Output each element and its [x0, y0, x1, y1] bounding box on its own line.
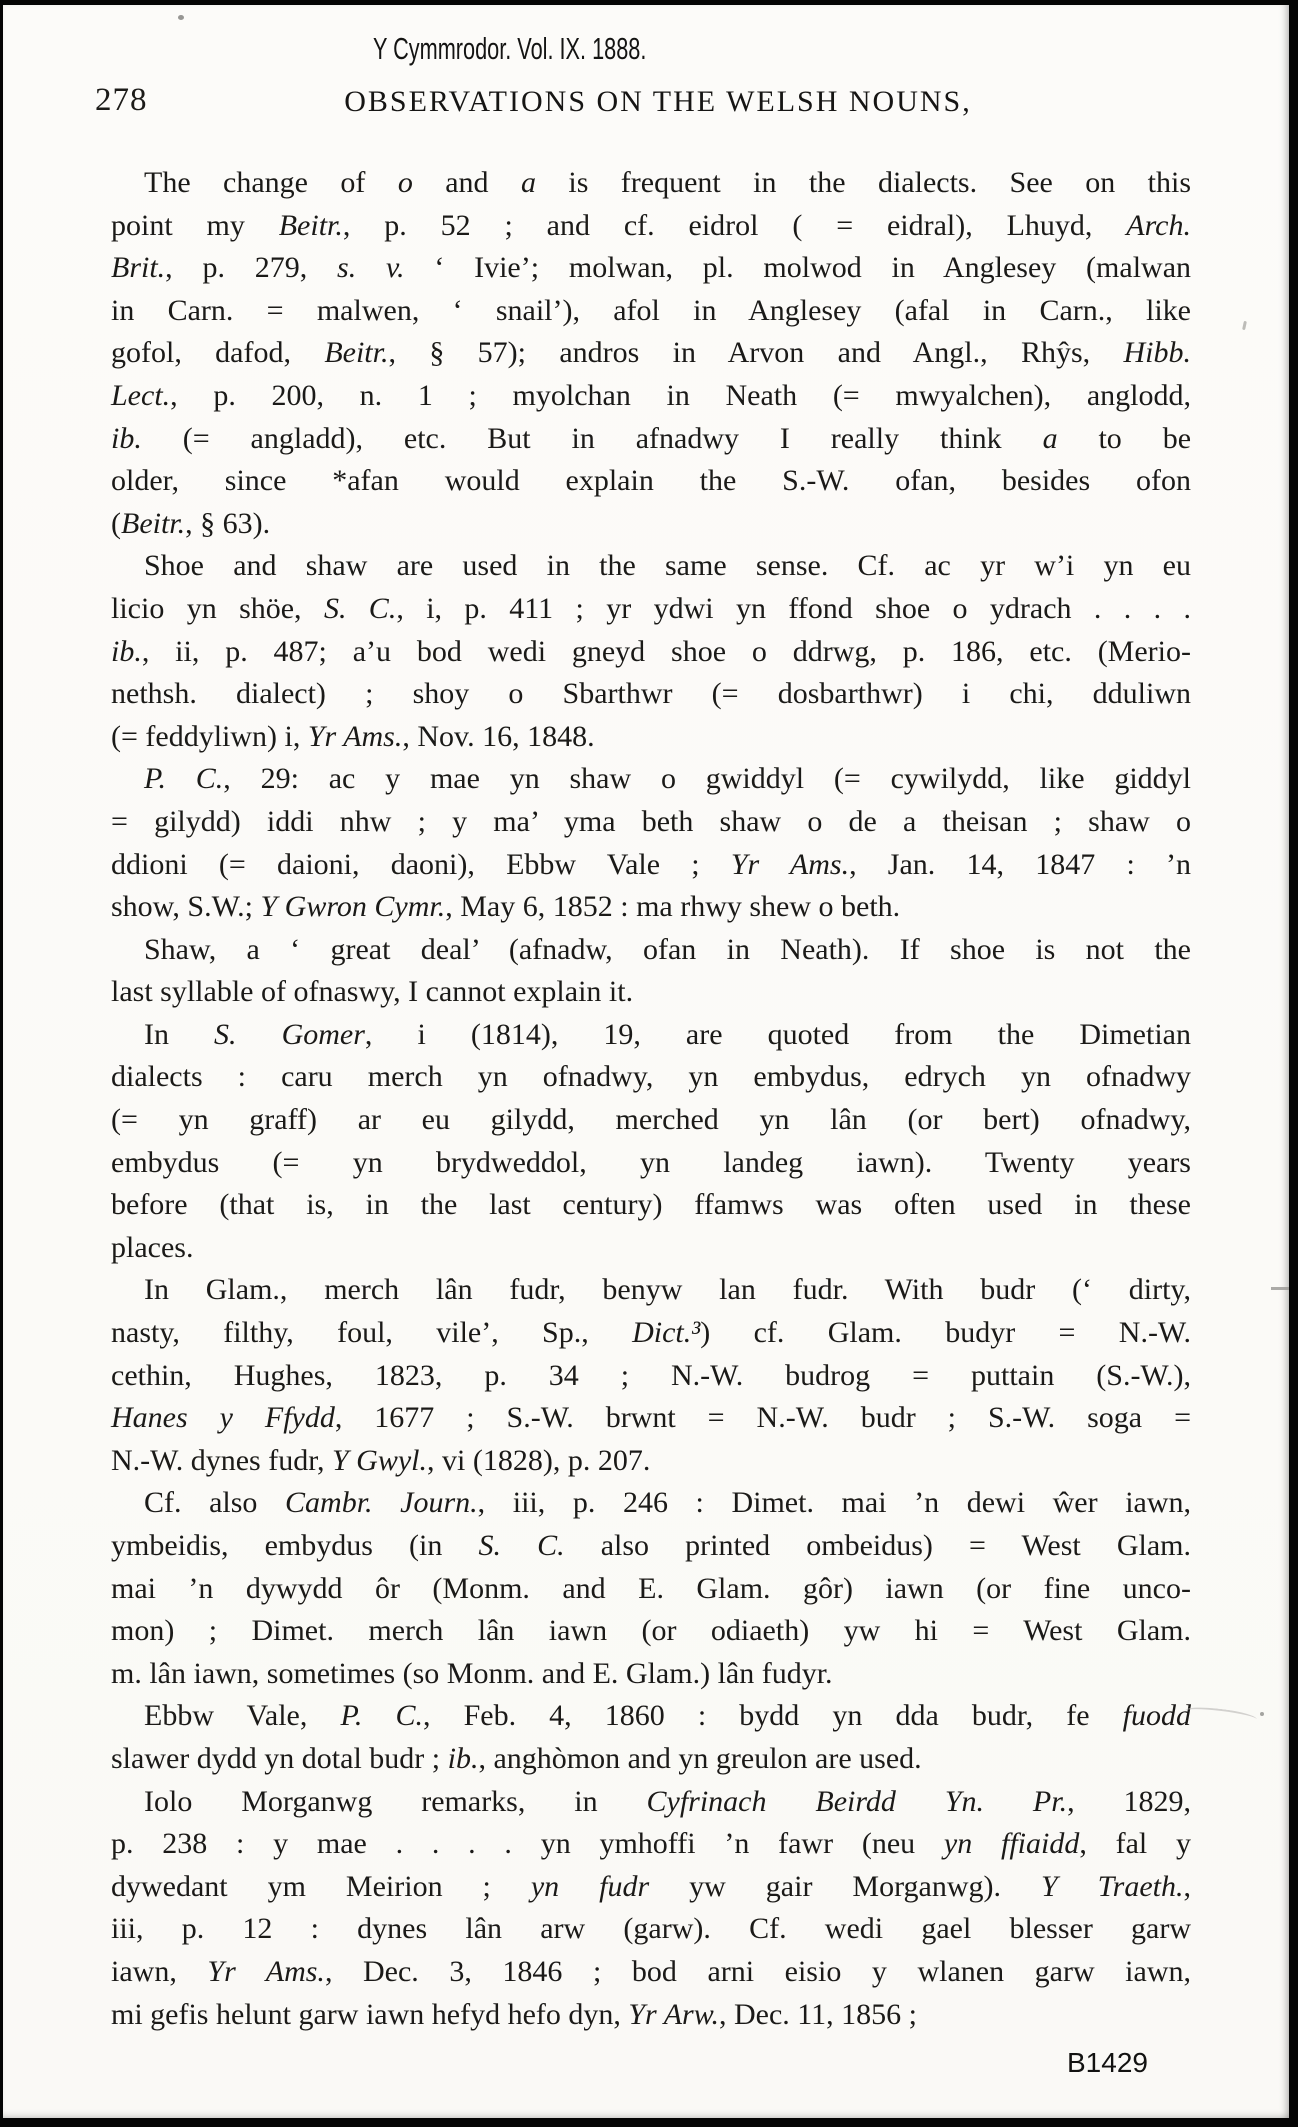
text-segment: S. C. — [323, 591, 397, 625]
text-segment: The change of — [144, 166, 398, 199]
text-segment: , § 63). — [185, 506, 271, 540]
text-segment: , i (1814), 19, are quoted from the Dimetian — [364, 1017, 1191, 1051]
page-content — [3, 5, 1289, 2118]
text-segment: , Dec. 3, 1846 ; bod arni eisio y wlanen garw iawn, — [324, 1954, 1191, 1988]
page-number: 278 — [95, 82, 148, 118]
text-line — [111, 1397, 1191, 1440]
text-segment: point my — [111, 208, 279, 242]
text-line — [111, 1951, 1191, 1994]
text-segment: Yr Ams. — [207, 1954, 325, 1988]
text-segment: a — [520, 166, 536, 199]
text-line — [111, 1312, 1191, 1355]
text-segment: places. — [111, 1230, 194, 1264]
text-segment: also printed ombeidus) = West Glam. — [564, 1529, 1191, 1562]
text-segment: , vi (1828), p. 207. — [427, 1443, 651, 1477]
text-line — [111, 1056, 1191, 1099]
text-line — [111, 758, 1191, 801]
scan-artifact — [1271, 1287, 1291, 1290]
text-segment: ib. — [447, 1741, 479, 1775]
text-segment: S. Gomer — [214, 1017, 365, 1051]
text-line — [111, 716, 1191, 759]
text-segment: S. C. — [478, 1529, 565, 1562]
text-segment: ymbeidis, embydus (in — [111, 1529, 479, 1562]
text-line — [111, 1014, 1191, 1057]
text-line — [111, 1482, 1191, 1525]
text-segment: nasty, filthy, foul, vile’, Sp., — [111, 1316, 633, 1350]
text-segment: s. v. — [337, 251, 405, 285]
text-segment: iii, p. 12 : dynes lân arw (garw). Cf. wedi gael blesser garw — [111, 1912, 1191, 1946]
text-segment: fuodd — [1122, 1699, 1191, 1733]
text-line — [111, 205, 1191, 248]
text-line — [111, 290, 1191, 333]
text-line — [111, 1440, 1191, 1483]
text-segment: Hibb. — [1123, 336, 1191, 370]
text-segment: show, S.W.; — [111, 890, 261, 924]
text-line — [111, 1738, 1191, 1781]
text-segment: p. 238 : y mae . . . . yn ymhoffi ’n fawr (neu — [111, 1827, 944, 1861]
text-segment: ) cf. Glam. budyr = N.-W. — [700, 1316, 1191, 1350]
text-segment: In — [144, 1017, 215, 1051]
text-line — [111, 332, 1191, 375]
text-segment: Yr Ams. — [730, 847, 850, 881]
text-line — [111, 1781, 1191, 1824]
scan-artifact — [1242, 321, 1247, 330]
text-line — [111, 1355, 1191, 1398]
text-segment: , anghòmon and yn greulon are used. — [478, 1741, 922, 1775]
paragraph — [111, 758, 1191, 928]
text-segment: older, since *afan would explain the S.-W. ofan, besides ofon — [111, 464, 1191, 498]
text-segment: cethin, Hughes, 1823, p. 34 ; N.-W. budrog = puttain (S.-W.), — [111, 1358, 1191, 1392]
text-line — [111, 1142, 1191, 1185]
text-segment: ( — [111, 506, 121, 540]
text-line — [111, 1184, 1191, 1227]
text-segment: , — [1183, 1869, 1191, 1903]
text-segment: Hanes y Ffydd — [111, 1401, 335, 1435]
text-segment: slawer dydd yn dotal budr ; — [111, 1741, 448, 1775]
text-line — [111, 1866, 1191, 1909]
text-line — [111, 1269, 1191, 1312]
text-line — [111, 1823, 1191, 1866]
paragraph — [111, 1482, 1191, 1695]
text-line — [111, 460, 1191, 503]
text-line — [111, 1610, 1191, 1653]
scan-speck — [178, 15, 184, 20]
text-segment: dialects : caru merch yn ofnadwy, yn embydus, edrych yn ofnadwy — [111, 1060, 1191, 1094]
text-segment: Shoe and shaw are used in the same sense. Cf. ac yr w’i yn eu — [144, 549, 1191, 583]
text-line — [111, 631, 1191, 674]
text-segment: Arch. — [1126, 208, 1191, 242]
paragraph — [111, 1269, 1191, 1482]
text-segment: Cf. also — [144, 1486, 286, 1520]
paragraph — [111, 929, 1191, 1014]
text-segment: o — [397, 166, 413, 199]
text-segment: Shaw, a ‘ great deal’ (afnadw, ofan in Neath). If shoe is not the — [144, 932, 1191, 966]
text-segment: nethsh. dialect) ; shoy o Sbarthwr (= dosbarthwr) i chi, dduliwn — [111, 677, 1191, 711]
text-segment: embydus (= yn brydweddol, yn landeg iawn). Twenty years — [111, 1145, 1191, 1179]
paragraph — [111, 1695, 1191, 1780]
text-segment: (= yn graff) ar eu gilydd, merched yn lân (or bert) ofnadwy, — [111, 1103, 1191, 1137]
text-line — [111, 503, 1191, 546]
text-segment: Y Gwron Cymr. — [260, 890, 446, 924]
text-segment: Y Gwyl. — [332, 1443, 428, 1477]
text-segment: in Carn. = malwen, ‘ snail’), afol in Anglesey (afal in Carn., like — [111, 293, 1191, 327]
text-segment: , Nov. 16, 1848. — [402, 719, 595, 753]
text-line — [111, 1908, 1191, 1951]
text-segment: yn ffiaidd — [943, 1827, 1080, 1861]
text-segment: , 29: ac y mae yn shaw o gwiddyl (= cywilydd, like giddyl — [223, 762, 1192, 796]
text-segment: P. C. — [340, 1699, 423, 1733]
text-segment: P. C. — [144, 762, 224, 796]
text-segment: licio yn shöe, — [111, 591, 324, 625]
text-segment: Cambr. Journ. — [285, 1486, 478, 1520]
text-line — [111, 801, 1191, 844]
text-segment: ddioni (= daioni, daoni), Ebbw Vale ; — [111, 847, 731, 881]
text-segment: , i, p. 411 ; yr ydwi yn ffond shoe o ydrach . . . . — [396, 591, 1192, 625]
text-line — [111, 1653, 1191, 1696]
paragraph — [111, 162, 1191, 545]
text-segment: Iolo Morganwg remarks, in — [144, 1784, 647, 1818]
text-segment: , iii, p. 246 : Dimet. mai ’n dewi ŵer iawn, — [477, 1486, 1192, 1520]
scan-artifact — [1260, 1712, 1264, 1716]
text-segment: mi gefis helunt garw iawn hefyd hefo dyn, — [111, 1997, 629, 2031]
text-line — [111, 929, 1191, 972]
paragraph — [111, 545, 1191, 758]
text-segment: yn fudr — [530, 1869, 650, 1903]
text-segment: , p. 279, — [165, 251, 338, 285]
text-segment: Yr Arw. — [628, 1997, 719, 2031]
paragraph — [111, 1014, 1191, 1270]
text-segment: , Feb. 4, 1860 : bydd yn dda budr, fe — [423, 1699, 1123, 1733]
text-line — [111, 673, 1191, 716]
text-segment: (= angladd), etc. But in afnadwy I really think — [141, 421, 1043, 455]
text-segment: N.-W. dynes fudr, — [111, 1443, 332, 1477]
text-line — [111, 545, 1191, 588]
text-segment: (= feddyliwn) i, — [111, 719, 308, 753]
text-line — [111, 1994, 1191, 2037]
text-segment: , ii, p. 487; a’u bod wedi gneyd shoe o ddrwg, p. 186, etc. (Merio- — [141, 634, 1191, 668]
text-segment: , Dec. 11, 1856 ; — [718, 1997, 918, 2031]
scan-artifact — [1185, 1705, 1258, 1726]
text-segment: a — [1042, 421, 1058, 455]
text-segment: Brit. — [111, 251, 166, 285]
text-segment: , fal y — [1079, 1827, 1192, 1861]
text-line — [111, 971, 1191, 1014]
text-segment: Beitr. — [278, 208, 343, 242]
text-segment: , Jan. 14, 1847 : ’n — [849, 847, 1192, 881]
text-line — [111, 1695, 1191, 1738]
volume-annotation: Y Cymmrodor. Vol. IX. 1888. — [373, 31, 647, 66]
text-line — [111, 1525, 1191, 1568]
text-segment: , 1677 ; S.-W. brwnt = N.-W. budr ; S.-W. soga = — [334, 1401, 1191, 1435]
text-line — [111, 1227, 1191, 1270]
text-segment: ‘ Ivie’; molwan, pl. molwod in Anglesey (malwan — [404, 251, 1192, 285]
text-line — [111, 162, 1191, 205]
text-segment: , 1829, — [1067, 1784, 1191, 1818]
text-line — [111, 588, 1191, 631]
text-segment: iawn, — [111, 1954, 208, 1988]
text-segment: = gilydd) iddi nhw ; y ma’ yma beth shaw o de a theisan ; shaw o — [111, 804, 1191, 838]
text-segment: mai ’n dywydd ôr (Monm. and E. Glam. gôr) iawn (or fine unco- — [111, 1571, 1191, 1605]
text-segment: and — [412, 166, 521, 199]
text-line — [111, 886, 1191, 929]
text-segment: , p. 52 ; and cf. eidrol ( = eidral), Lhuyd, — [342, 208, 1127, 242]
catalog-stamp: B1429 — [1067, 2047, 1148, 2078]
text-segment: ib. — [111, 634, 142, 668]
text-segment: mon) ; Dimet. merch lân iawn (or odiaeth) yw hi = West Glam. — [111, 1614, 1191, 1648]
text-segment: Y Traeth. — [1040, 1869, 1184, 1903]
paragraph — [111, 1781, 1191, 2037]
running-title: OBSERVATIONS ON THE WELSH NOUNS, — [344, 85, 972, 118]
text-segment: Beitr. — [121, 506, 186, 540]
text-segment: Cyfrinach Beirdd Yn. Pr. — [646, 1784, 1068, 1818]
text-segment: Beitr. — [324, 336, 389, 370]
text-line — [111, 247, 1191, 290]
text-segment: yw gair Morganwg). — [649, 1869, 1041, 1903]
text-segment: , p. 200, n. 1 ; myolchan in Neath (= mwyalchen), anglodd, — [170, 378, 1191, 412]
text-segment: ib. — [111, 421, 142, 455]
text-segment: is frequent in the dialects. See on this — [535, 166, 1191, 199]
text-segment: Dict.³ — [632, 1316, 701, 1350]
text-segment: , § 57); andros in Arvon and Angl., Rhŷs, — [388, 336, 1124, 370]
text-segment: Lect. — [111, 378, 171, 412]
text-line — [111, 1568, 1191, 1611]
text-line — [111, 1099, 1191, 1142]
text-segment: Ebbw Vale, — [144, 1699, 341, 1733]
text-segment: In Glam., merch lân fudr, benyw lan fudr. With budr (‘ dirty, — [144, 1273, 1191, 1307]
text-segment: last syllable of ofnaswy, I cannot explain it. — [111, 975, 634, 1009]
text-block — [111, 162, 1191, 2036]
text-segment: dywedant ym Meirion ; — [111, 1869, 531, 1903]
text-line — [111, 375, 1191, 418]
text-segment: gofol, dafod, — [111, 336, 325, 370]
text-segment: before (that is, in the last century) ffamws was often used in these — [111, 1188, 1191, 1222]
text-segment: Yr Ams. — [307, 719, 403, 753]
text-segment: m. lân iawn, sometimes (so Monm. and E. Glam.) lân fudyr. — [111, 1656, 833, 1690]
text-segment: , May 6, 1852 : ma rhwy shew o beth. — [445, 890, 901, 924]
text-line — [111, 844, 1191, 887]
text-segment: to be — [1057, 421, 1192, 455]
text-line — [111, 418, 1191, 461]
